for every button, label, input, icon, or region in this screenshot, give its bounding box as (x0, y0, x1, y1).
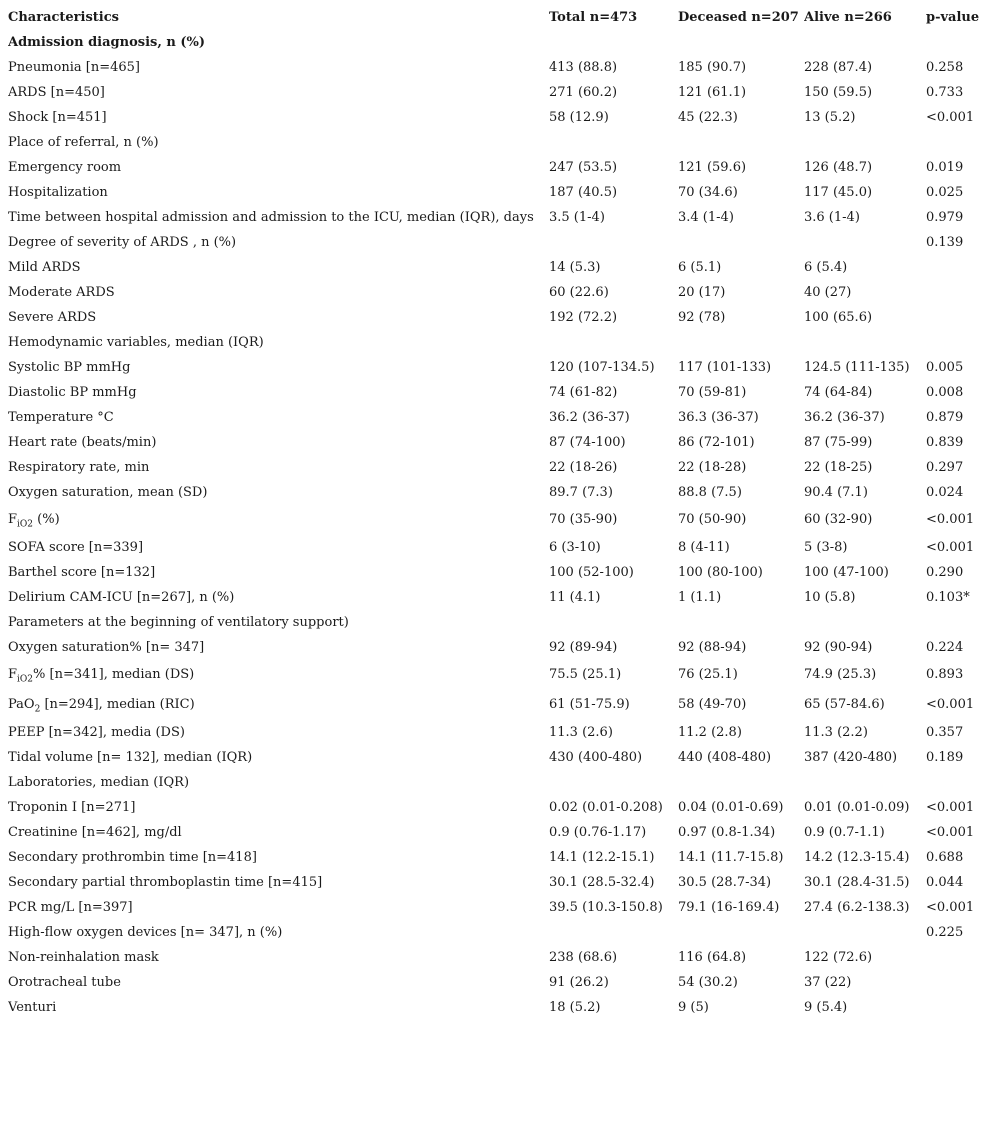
row-label (8, 945, 549, 970)
table-row (8, 660, 986, 690)
row-label (8, 745, 549, 770)
cell-alive: 27.4 (6.2-138.3) (804, 900, 910, 915)
table-row (8, 480, 986, 505)
table-row (8, 535, 986, 560)
cell-deceased: 6 (5.1) (678, 260, 722, 275)
cell-pvalue: <0.001 (926, 512, 975, 527)
cell-deceased: 117 (101-133) (678, 360, 772, 375)
cell-total: 60 (22.6) (549, 285, 609, 300)
cell-pvalue (926, 280, 986, 305)
row-label-text: Barthel score [n=132] (8, 565, 156, 580)
header-alive: Alive n=266 (804, 10, 892, 25)
row-label (8, 920, 549, 945)
cell-pvalue: 0.025 (926, 185, 964, 200)
table-row (8, 795, 986, 820)
cell-alive (804, 130, 926, 155)
table-row (8, 30, 986, 55)
row-label (8, 355, 549, 380)
cell-alive: 0.9 (0.7-1.1) (804, 825, 885, 840)
cell-deceased: 0.97 (0.8-1.34) (678, 825, 776, 840)
row-label-text: Temperature °C (8, 410, 114, 425)
table-row (8, 720, 986, 745)
cell-total: 3.5 (1-4) (549, 210, 605, 225)
cell-total: 39.5 (10.3-150.8) (549, 900, 663, 915)
row-label-text: Oxygen saturation% [n= 347] (8, 640, 205, 655)
table-row (8, 455, 986, 480)
table-row (8, 280, 986, 305)
table-row (8, 230, 986, 255)
cell-deceased: 86 (72-101) (678, 435, 755, 450)
cell-pvalue: 0.297 (926, 460, 964, 475)
cell-alive: 100 (65.6) (804, 310, 873, 325)
cell-alive: 13 (5.2) (804, 110, 856, 125)
row-label (8, 330, 549, 355)
cell-deceased: 88.8 (7.5) (678, 485, 742, 500)
row-label-subscript: iO2 (17, 519, 34, 530)
row-label (8, 535, 549, 560)
cell-deceased: 8 (4-11) (678, 540, 730, 555)
row-label-suffix: % [n=341], median (DS) (33, 667, 195, 682)
cell-total: 238 (68.6) (549, 950, 618, 965)
cell-deceased: 185 (90.7) (678, 60, 747, 75)
cell-alive: 65 (57-84.6) (804, 697, 885, 712)
row-label (8, 845, 549, 870)
cell-pvalue (926, 255, 986, 280)
row-label-text: Emergency room (8, 160, 122, 175)
cell-deceased: 76 (25.1) (678, 667, 738, 682)
row-label-text: Admission diagnosis, n (%) (8, 35, 206, 50)
cell-deceased: 22 (18-28) (678, 460, 747, 475)
table-row (8, 585, 986, 610)
table-row (8, 995, 986, 1020)
table-row (8, 330, 986, 355)
table-row (8, 180, 986, 205)
cell-deceased: 70 (59-81) (678, 385, 747, 400)
row-label-text: Hemodynamic variables, median (IQR) (8, 335, 264, 350)
row-label (8, 180, 549, 205)
cell-deceased: 92 (88-94) (678, 640, 747, 655)
cell-deceased: 58 (49-70) (678, 697, 747, 712)
cell-pvalue: 0.019 (926, 160, 964, 175)
cell-total: 14.1 (12.2-15.1) (549, 850, 655, 865)
cell-total (549, 330, 678, 355)
cell-deceased (678, 30, 804, 55)
row-label (8, 870, 549, 895)
header-characteristics: Characteristics (8, 10, 119, 25)
cell-pvalue: 0.139 (926, 235, 964, 250)
cell-alive (804, 920, 926, 945)
cell-alive: 387 (420-480) (804, 750, 898, 765)
cell-total: 91 (26.2) (549, 975, 609, 990)
cell-alive: 9 (5.4) (804, 1000, 848, 1015)
row-label-text: ARDS [n=450] (8, 85, 105, 100)
table-row (8, 55, 986, 80)
cell-deceased (678, 130, 804, 155)
row-label (8, 660, 549, 690)
cell-total: 0.9 (0.76-1.17) (549, 825, 647, 840)
row-label (8, 795, 549, 820)
row-label-suffix: (%) (33, 512, 60, 527)
cell-deceased (678, 610, 804, 635)
cell-alive: 5 (3-8) (804, 540, 848, 555)
cell-alive: 87 (75-99) (804, 435, 873, 450)
cell-alive (804, 230, 926, 255)
cell-total: 87 (74-100) (549, 435, 626, 450)
cell-pvalue: <0.001 (926, 110, 975, 125)
cell-pvalue (926, 30, 986, 55)
cell-alive: 6 (5.4) (804, 260, 848, 275)
row-label (8, 380, 549, 405)
cell-deceased: 14.1 (11.7-15.8) (678, 850, 784, 865)
cell-deceased: 70 (50-90) (678, 512, 747, 527)
cell-alive: 14.2 (12.3-15.4) (804, 850, 910, 865)
cell-pvalue: <0.001 (926, 697, 975, 712)
characteristics-table (8, 5, 986, 1020)
cell-total: 11.3 (2.6) (549, 725, 613, 740)
cell-alive: 228 (87.4) (804, 60, 873, 75)
row-label (8, 280, 549, 305)
cell-alive: 100 (47-100) (804, 565, 889, 580)
cell-pvalue: 0.733 (926, 85, 964, 100)
table-header-row (8, 5, 986, 30)
row-label (8, 30, 549, 55)
cell-alive: 124.5 (111-135) (804, 360, 910, 375)
cell-deceased: 30.5 (28.7-34) (678, 875, 772, 890)
cell-pvalue: 0.024 (926, 485, 964, 500)
row-label (8, 155, 549, 180)
cell-pvalue (926, 770, 986, 795)
table-row (8, 80, 986, 105)
cell-total: 22 (18-26) (549, 460, 618, 475)
row-label (8, 205, 549, 230)
cell-total: 61 (51-75.9) (549, 697, 630, 712)
cell-deceased (678, 330, 804, 355)
row-label-text: Orotracheal tube (8, 975, 121, 990)
table-row (8, 155, 986, 180)
table-row (8, 255, 986, 280)
row-label-text: Laboratories, median (IQR) (8, 775, 190, 790)
row-label (8, 995, 549, 1020)
cell-deceased: 121 (59.6) (678, 160, 747, 175)
cell-alive: 122 (72.6) (804, 950, 873, 965)
cell-total (549, 770, 678, 795)
row-label-text: Secondary prothrombin time [n=418] (8, 850, 257, 865)
row-label-text: Mild ARDS (8, 260, 81, 275)
cell-pvalue: 0.008 (926, 385, 964, 400)
cell-alive (804, 330, 926, 355)
row-label (8, 55, 549, 80)
cell-alive: 0.01 (0.01-0.09) (804, 800, 910, 815)
table-row (8, 405, 986, 430)
header-deceased: Deceased n=207 (678, 10, 799, 25)
row-label (8, 970, 549, 995)
cell-deceased: 3.4 (1-4) (678, 210, 734, 225)
table-row (8, 305, 986, 330)
cell-deceased: 79.1 (16-169.4) (678, 900, 780, 915)
cell-alive: 3.6 (1-4) (804, 210, 860, 225)
cell-total: 14 (5.3) (549, 260, 601, 275)
row-label-text: Oxygen saturation, mean (SD) (8, 485, 208, 500)
cell-total: 120 (107-134.5) (549, 360, 655, 375)
cell-pvalue: <0.001 (926, 800, 975, 815)
cell-total: 58 (12.9) (549, 110, 609, 125)
cell-alive: 36.2 (36-37) (804, 410, 885, 425)
cell-total: 0.02 (0.01-0.208) (549, 800, 663, 815)
cell-deceased: 20 (17) (678, 285, 726, 300)
table-row (8, 130, 986, 155)
row-label (8, 770, 549, 795)
cell-pvalue: 0.688 (926, 850, 964, 865)
cell-pvalue: <0.001 (926, 540, 975, 555)
row-label (8, 585, 549, 610)
row-label (8, 305, 549, 330)
row-label (8, 230, 549, 255)
cell-pvalue (926, 305, 986, 330)
table-row (8, 380, 986, 405)
cell-total: 187 (40.5) (549, 185, 618, 200)
cell-deceased: 0.04 (0.01-0.69) (678, 800, 784, 815)
cell-alive: 10 (5.8) (804, 590, 856, 605)
table-row (8, 945, 986, 970)
cell-deceased: 121 (61.1) (678, 85, 747, 100)
cell-total (549, 920, 678, 945)
cell-alive: 30.1 (28.4-31.5) (804, 875, 910, 890)
cell-alive: 90.4 (7.1) (804, 485, 868, 500)
cell-total (549, 30, 678, 55)
row-label-text: PaO (8, 697, 35, 712)
table-row (8, 430, 986, 455)
cell-total (549, 130, 678, 155)
cell-pvalue (926, 995, 986, 1020)
row-label-text: Delirium CAM-ICU [n=267], n (%) (8, 590, 235, 605)
cell-pvalue: 0.290 (926, 565, 964, 580)
table-row (8, 105, 986, 130)
row-label (8, 255, 549, 280)
cell-alive: 117 (45.0) (804, 185, 873, 200)
row-label (8, 690, 549, 720)
cell-pvalue: 0.103* (926, 590, 970, 605)
cell-total: 11 (4.1) (549, 590, 601, 605)
row-label (8, 505, 549, 535)
row-label (8, 430, 549, 455)
cell-total: 75.5 (25.1) (549, 667, 622, 682)
table-row (8, 920, 986, 945)
row-label (8, 405, 549, 430)
row-label-text: Hospitalization (8, 185, 108, 200)
row-label-suffix: [n=294], median (RIC) (40, 697, 195, 712)
cell-alive (804, 30, 926, 55)
cell-deceased: 11.2 (2.8) (678, 725, 742, 740)
row-label-text: Non-reinhalation mask (8, 950, 159, 965)
cell-total: 413 (88.8) (549, 60, 618, 75)
row-label-text: Parameters at the beginning of ventilatory support) (8, 615, 349, 630)
row-label-subscript: 2 (34, 704, 41, 715)
row-label-text: F (8, 512, 18, 527)
cell-pvalue: 0.005 (926, 360, 964, 375)
cell-alive: 74.9 (25.3) (804, 667, 877, 682)
cell-alive: 126 (48.7) (804, 160, 873, 175)
table-body (8, 30, 986, 1020)
table-row (8, 745, 986, 770)
cell-total (549, 230, 678, 255)
cell-alive: 22 (18-25) (804, 460, 873, 475)
table-row (8, 690, 986, 720)
row-label (8, 80, 549, 105)
cell-pvalue (926, 970, 986, 995)
cell-deceased (678, 770, 804, 795)
cell-alive: 37 (22) (804, 975, 852, 990)
cell-deceased (678, 230, 804, 255)
cell-pvalue: 0.893 (926, 667, 964, 682)
table-row (8, 845, 986, 870)
cell-total: 74 (61-82) (549, 385, 618, 400)
cell-alive (804, 770, 926, 795)
row-label (8, 480, 549, 505)
cell-total: 30.1 (28.5-32.4) (549, 875, 655, 890)
cell-total: 6 (3-10) (549, 540, 601, 555)
cell-pvalue: 0.225 (926, 925, 964, 940)
row-label (8, 130, 549, 155)
cell-total: 89.7 (7.3) (549, 485, 613, 500)
row-label-text: Pneumonia [n=465] (8, 60, 140, 75)
row-label-text: High-flow oxygen devices [n= 347], n (%) (8, 925, 283, 940)
cell-total: 18 (5.2) (549, 1000, 601, 1015)
cell-total (549, 610, 678, 635)
cell-pvalue (926, 610, 986, 635)
cell-deceased: 45 (22.3) (678, 110, 738, 125)
row-label-text: Secondary partial thromboplastin time [n=415] (8, 875, 323, 890)
row-label-text: Respiratory rate, min (8, 460, 150, 475)
cell-alive: 92 (90-94) (804, 640, 873, 655)
cell-alive: 74 (64-84) (804, 385, 873, 400)
row-label-text: Moderate ARDS (8, 285, 115, 300)
cell-pvalue: 0.258 (926, 60, 964, 75)
cell-alive (804, 610, 926, 635)
row-label-text: Troponin I [n=271] (8, 800, 136, 815)
cell-pvalue: <0.001 (926, 900, 975, 915)
cell-total: 36.2 (36-37) (549, 410, 630, 425)
row-label (8, 560, 549, 585)
row-label-text: Degree of severity of ARDS , n (%) (8, 235, 237, 250)
table-row (8, 610, 986, 635)
table-row (8, 870, 986, 895)
row-label-text: Shock [n=451] (8, 110, 107, 125)
row-label-text: PCR mg/L [n=397] (8, 900, 133, 915)
table-row (8, 355, 986, 380)
row-label (8, 895, 549, 920)
cell-pvalue (926, 130, 986, 155)
cell-deceased: 9 (5) (678, 1000, 709, 1015)
cell-deceased: 70 (34.6) (678, 185, 738, 200)
row-label-text: Venturi (8, 1000, 57, 1015)
table-row (8, 820, 986, 845)
cell-deceased: 440 (408-480) (678, 750, 772, 765)
row-label-text: Time between hospital admission and admission to the ICU, median (IQR), days (8, 210, 534, 225)
row-label (8, 105, 549, 130)
table-row (8, 970, 986, 995)
cell-deceased (678, 920, 804, 945)
cell-total: 92 (89-94) (549, 640, 618, 655)
cell-pvalue: 0.044 (926, 875, 964, 890)
cell-total: 271 (60.2) (549, 85, 618, 100)
cell-pvalue: 0.839 (926, 435, 964, 450)
row-label-text: PEEP [n=342], media (DS) (8, 725, 185, 740)
header-pvalue: p-value (926, 10, 980, 25)
cell-pvalue (926, 945, 986, 970)
cell-total: 430 (400-480) (549, 750, 643, 765)
row-label (8, 820, 549, 845)
cell-total: 70 (35-90) (549, 512, 618, 527)
cell-pvalue: <0.001 (926, 825, 975, 840)
cell-total: 100 (52-100) (549, 565, 634, 580)
row-label (8, 455, 549, 480)
row-label (8, 610, 549, 635)
row-label-text: Place of referral, n (%) (8, 135, 159, 150)
row-label-text: Diastolic BP mmHg (8, 385, 137, 400)
cell-alive: 11.3 (2.2) (804, 725, 868, 740)
cell-total: 192 (72.2) (549, 310, 618, 325)
row-label-text: Severe ARDS (8, 310, 97, 325)
cell-deceased: 1 (1.1) (678, 590, 722, 605)
cell-pvalue: 0.879 (926, 410, 964, 425)
table-row (8, 770, 986, 795)
header-total: Total n=473 (549, 10, 638, 25)
table-row (8, 505, 986, 535)
row-label-text: Tidal volume [n= 132], median (IQR) (8, 750, 253, 765)
cell-deceased: 54 (30.2) (678, 975, 738, 990)
row-label (8, 635, 549, 660)
cell-deceased: 100 (80-100) (678, 565, 763, 580)
cell-deceased: 92 (78) (678, 310, 726, 325)
cell-alive: 150 (59.5) (804, 85, 873, 100)
cell-alive: 60 (32-90) (804, 512, 873, 527)
row-label-text: F (8, 667, 18, 682)
row-label-text: Creatinine [n=462], mg/dl (8, 825, 182, 840)
row-label-text: Systolic BP mmHg (8, 360, 131, 375)
table-row (8, 895, 986, 920)
cell-deceased: 116 (64.8) (678, 950, 747, 965)
cell-pvalue: 0.189 (926, 750, 964, 765)
table-row (8, 205, 986, 230)
cell-deceased: 36.3 (36-37) (678, 410, 759, 425)
cell-total: 247 (53.5) (549, 160, 618, 175)
cell-pvalue: 0.224 (926, 640, 964, 655)
row-label-text: Heart rate (beats/min) (8, 435, 157, 450)
table-row (8, 560, 986, 585)
row-label (8, 720, 549, 745)
cell-alive: 40 (27) (804, 285, 852, 300)
cell-pvalue: 0.979 (926, 210, 964, 225)
cell-pvalue (926, 330, 986, 355)
table-row (8, 635, 986, 660)
cell-pvalue: 0.357 (926, 725, 964, 740)
row-label-text: SOFA score [n=339] (8, 540, 144, 555)
row-label-subscript: iO2 (17, 674, 34, 685)
